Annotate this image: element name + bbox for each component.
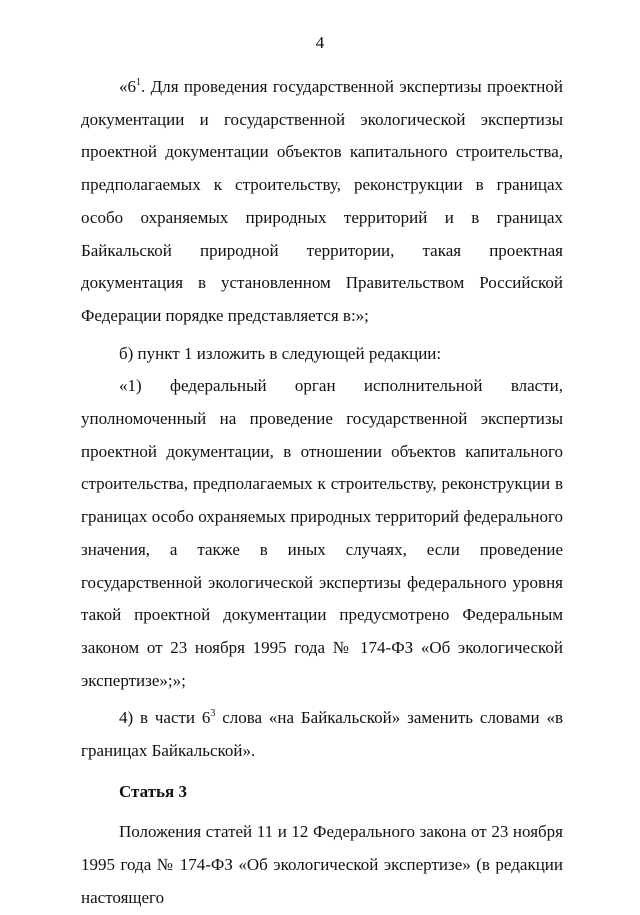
paragraph-start-text: 4) в части 6	[119, 708, 211, 728]
page-number: 4	[315, 33, 325, 52]
paragraph-open-text: «6	[119, 77, 136, 96]
superscript: 1	[136, 77, 141, 88]
paragraph-amendment-6-1	[81, 71, 563, 333]
paragraph-b: б) пункт 1 изложить в следующей редакции:	[119, 343, 442, 363]
paragraph-text: . Для проведения государственной экспертизы проектной документации и государственной экологической экспертизы проектной документации объектов капитального строительства, предполагаемых к строительству, реконструкции в границах особо охраняемых природных территорий и в границах Байкальской природной территории, такая проектная документация в установленном Правительством Российской Федерации порядке представляется в:»;	[81, 77, 563, 325]
paragraph-text: слова «на Байкальской» заменить словами «в границах Байкальской».	[81, 708, 563, 761]
paragraph-item-1: «1) федеральный орган исполнительной власти, уполномоченный на проведение государственной экспертизы проектной документации, в отношении объектов капитального строительства, предполагаемых к строительству, реконструкции в границах особо охраняемых природных территорий федерального значения, а также в иных случаях, если проведение государственной экологической экспертизы федерального уровня такой проектной документации предусмотрено Федеральным законом от 23 ноября 1995 года № 174-ФЗ «Об экологической экспертизе»;»;	[81, 376, 563, 690]
paragraph-article-3: Положения статей 11 и 12 Федерального закона от 23 ноября 1995 года № 174-ФЗ «Об экологической экспертизе» (в редакции настоящего	[81, 822, 563, 907]
paragraph-item-4	[81, 702, 563, 767]
document-body	[81, 71, 563, 915]
superscript: 3	[210, 708, 216, 720]
article-heading: Статья 3	[119, 781, 187, 801]
